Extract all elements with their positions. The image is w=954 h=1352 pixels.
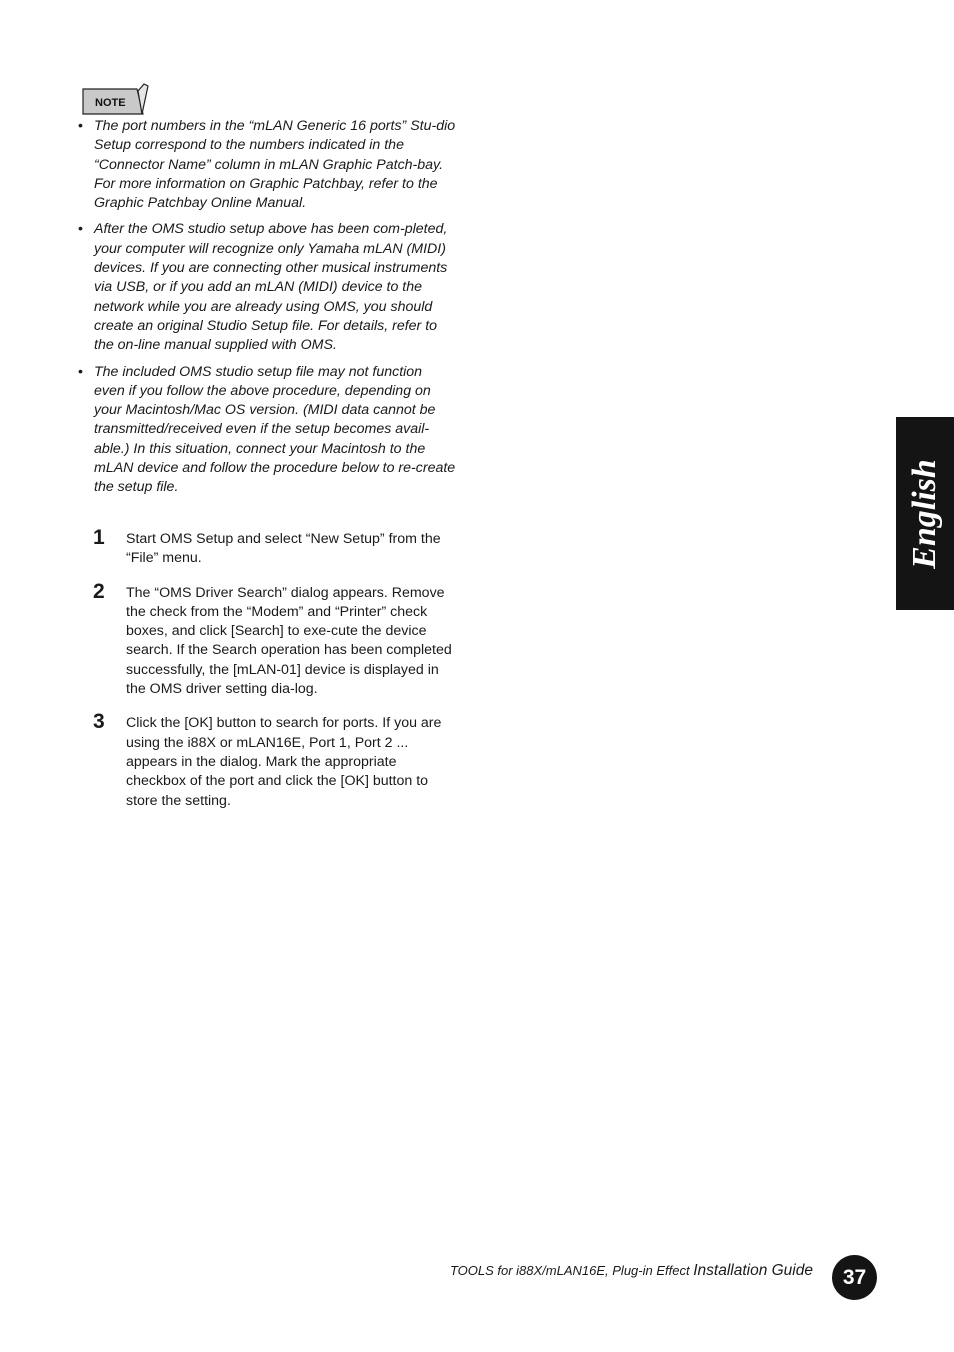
note-list <box>78 117 456 505</box>
step-text: Start OMS Setup and select “New Setup” from the “File” menu. <box>126 531 441 567</box>
note-text: The port numbers in the “mLAN Generic 16 ports” Stu-dio Setup correspond to the numbers indicated in the “Connector Name” column in mLAN Graphic Patch-bay. For more information on Graphic Patchbay, refer to the Graphic Patchbay Online Manual. <box>94 118 456 212</box>
bullet: • <box>78 221 83 238</box>
footer-title-suffix: Installation Guide <box>693 1262 813 1279</box>
step <box>93 526 455 569</box>
step-number: 3 <box>93 710 105 734</box>
note-item <box>78 117 456 213</box>
language-tab <box>896 417 954 610</box>
note-text: After the OMS studio setup above has been com-pleted, your computer will recognize only Yamaha mLAN (MIDI) devices. If you are connecting other musical instruments via USB, or if you add an mLAN (MIDI) device to the network while you are already using OMS, you should create an original Studio Setup file. For details, refer to the on-line manual supplied with OMS. <box>94 221 448 354</box>
step <box>93 579 455 700</box>
note-text: The included OMS studio setup file may not function even if you follow the above procedure, depending on your Macintosh/Mac OS version. (MIDI data cannot be transmitted/received even if the setup becomes avail-able.) In this situation, connect your Macintosh to the mLAN device and follow the procedure below to re-create the setup file. <box>94 363 456 496</box>
page-number: 37 <box>832 1255 877 1300</box>
bullet: • <box>78 363 83 380</box>
note-label: NOTE <box>95 97 126 109</box>
note-item <box>78 220 456 355</box>
note-item <box>78 363 456 498</box>
language-tab-label: English <box>906 458 943 569</box>
footer-title-prefix: TOOLS for i88X/mLAN16E, Plug-in Effect <box>449 1263 690 1278</box>
bullet: • <box>78 118 83 134</box>
step-text: Click the [OK] button to search for ports. If you are using the i88X or mLAN16E, Port 1, Port 2 ... appears in the dialog. Mark the appropriate checkbox of the port and click the [OK] button to store the setting. <box>126 715 442 809</box>
note-icon <box>81 83 149 117</box>
step-number: 1 <box>93 526 105 549</box>
footer-title <box>450 1262 813 1280</box>
step-list <box>93 526 455 826</box>
step-number: 2 <box>93 579 105 603</box>
step <box>93 710 455 810</box>
step-text: The “OMS Driver Search” dialog appears. Remove the check from the “Modem” and “Printer” check boxes, and click [Search] to exe-cute the device search. If the Search operation has been completed successfully, the [mLAN-01] device is displayed in the OMS driver setting dia-log. <box>126 584 452 698</box>
